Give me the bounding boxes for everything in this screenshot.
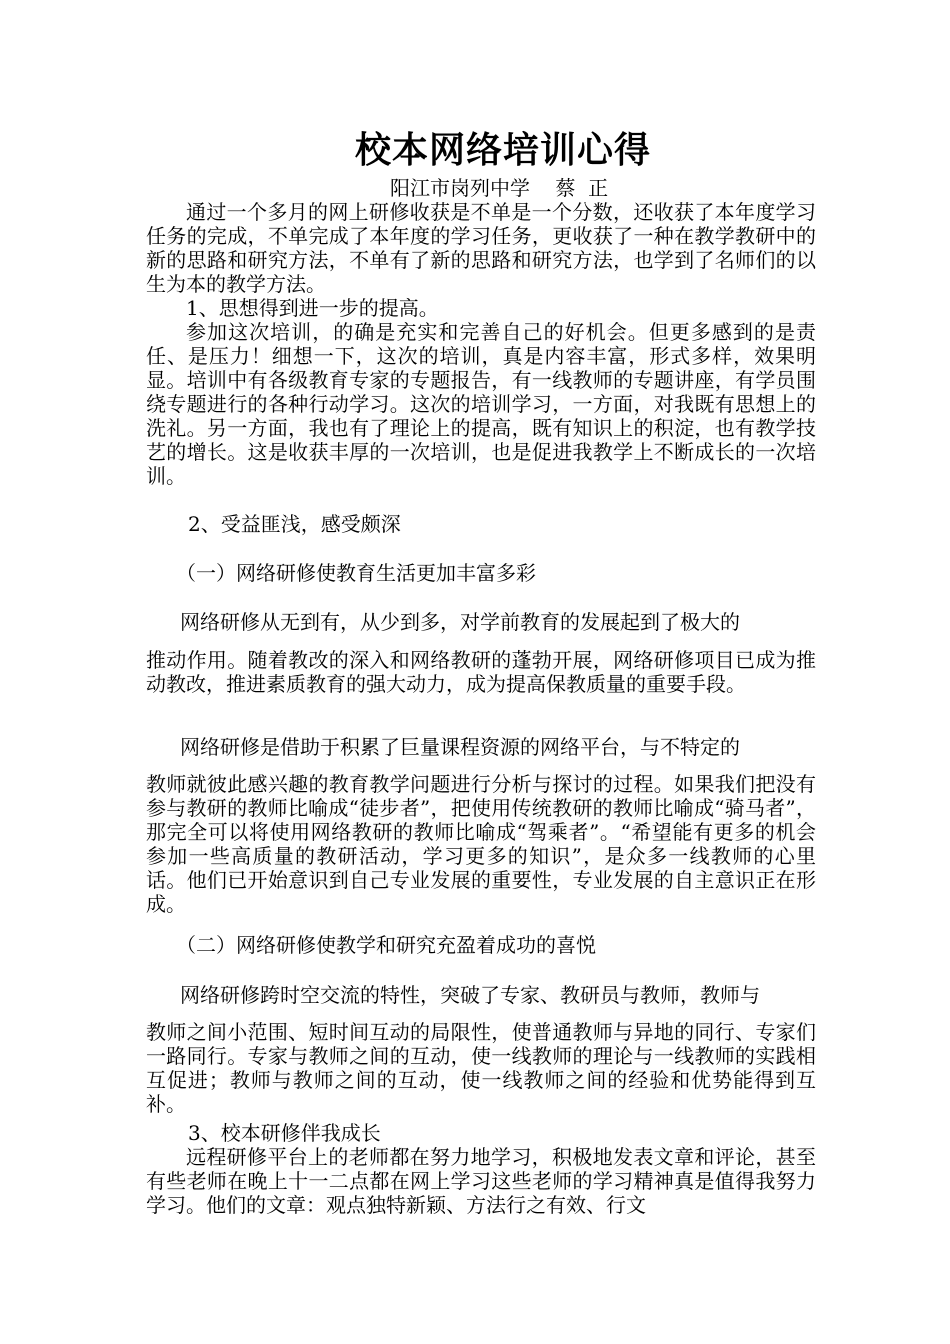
section-heading-3: 3、校本研修伴我成长: [188, 1121, 381, 1145]
section-heading-1: 1、思想得到进一步的提高。: [186, 296, 439, 320]
paragraph-section-1: 参加这次培训，的确是充实和完善自己的好机会。但更多感到的是责任、是压力！细想一下，这次的培训，真是内容丰富，形式多样，效果明显。培训中有各级教育专家的专题报告，有一线教师的专题讲座，有学员围绕专题进行的各种行动学习。这次的培训学习，一方面，对我既有思想上的洗礼。另一方面，我也有了理论上的提高，既有知识上的积淀，也有教学技艺的增长。这是收获丰厚的一次培训，也是促进我教学上不断成长的一次培训。: [146, 320, 816, 488]
paragraph-5-rest: 教师之间小范围、短时间互动的局限性，使普通教师与异地的同行、专家们一路同行。专家与教师之间的互动，使一线教师的理论与一线教师的实践相互促进；教师与教师之间的互动，使一线教师之间的经验和优势能得到互补。: [146, 1020, 816, 1116]
paragraph-4-rest: 教师就彼此感兴趣的教育教学问题进行分析与探讨的过程。如果我们把没有参与教研的教师比喻成“徒步者”，把使用传统教研的教师比喻成“骑马者”， 那完全可以将使用网络教研的教师比喻成“驾乘者”。“希望能有更多的机会参加一些高质量的教研活动，学习更多的知识”，是众多一线教师的心里话。他们已开始意识到自己专业发展的重要性，专业发展的自主意识正在形成。: [146, 772, 816, 916]
paragraph-5-first-line: 网络研修跨时空交流的特性，突破了专家、教研员与教师，教师与: [180, 983, 760, 1007]
subsection-heading-2: （二）网络研修使教学和研究充盈着成功的喜悦: [176, 933, 596, 957]
paragraph-3-first-line: 网络研修从无到有，从少到多，对学前教育的发展起到了极大的: [180, 610, 740, 634]
paragraph-intro: 通过一个多月的网上研修收获是不单是一个分数，还收获了本年度学习任务的完成，不单完成了本年度的学习任务，更收获了一种在教学教研中的新的思路和研究方法，不单有了新的思路和研究方法，也学到了名师们的以生为本的教学方法。: [146, 200, 816, 296]
section-heading-2: 2、受益匪浅，感受颇深: [188, 512, 401, 536]
paragraph-section-3: 远程研修平台上的老师都在努力地学习，积极地发表文章和评论，甚至有些老师在晚上十一二点都在网上学习这些老师的学习精神真是值得我努力学习。他们的文章：观点独特新颖、方法行之有效、行文: [146, 1145, 816, 1217]
paragraph-3-rest: 推动作用。随着教改的深入和网络教研的蓬勃开展，网络研修项目已成为推动教改，推进素质教育的强大动力，成为提高保教质量的重要手段。: [146, 648, 816, 696]
author-line: 阳江市岗列中学 蔡 正: [390, 176, 609, 200]
document-title: 校本网络培训心得: [355, 129, 652, 171]
subsection-heading-1: （一）网络研修使教育生活更加丰富多彩: [176, 561, 536, 585]
paragraph-4-first-line: 网络研修是借助于积累了巨量课程资源的网络平台，与不特定的: [180, 735, 740, 759]
